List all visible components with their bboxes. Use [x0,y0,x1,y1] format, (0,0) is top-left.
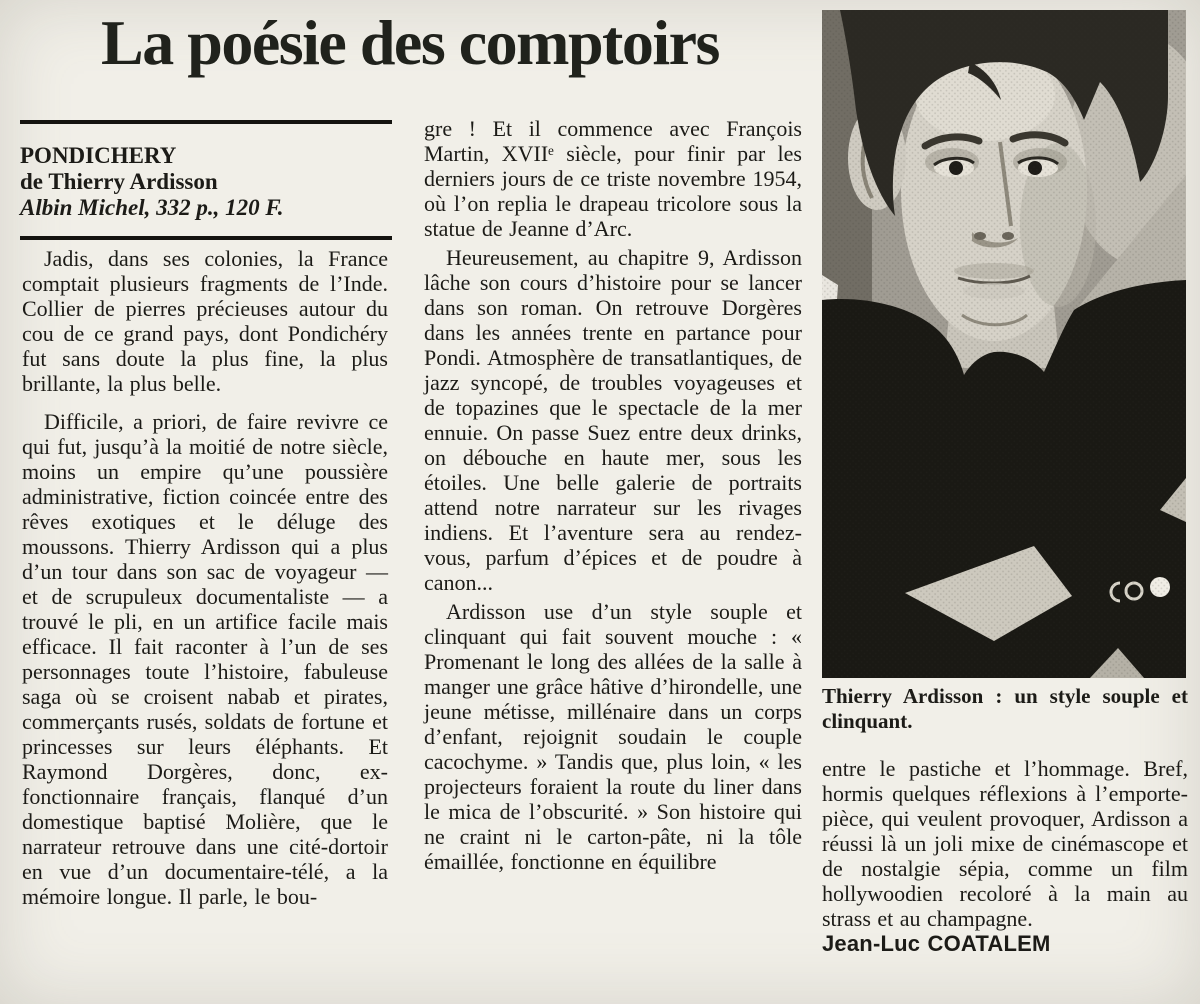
article-headline: La poésie des comptoirs [101,7,719,78]
paragraph: Ardisson use d’un style souple et clinquant qui fait souvent mouche : « Promenant le long des allées de la salle à manger une grâce hâtive d’hirondelle, une jeune métisse, millénaire dans un corps d’enfant, rejoignit soudain le couple cacochyme. » Tandis que, plus loin, « les projecteurs foraient la route du liner dans le mica de l’obscurité. » Son histoire qui ne craint ni le carton-pâte, ni la tôle émaillée, fonctionne en équilibre [424,599,802,874]
paragraph: Jadis, dans ses colonies, la France comptait plusieurs fragments de l’Inde. Collier de pierres précieuses autour du cou de ce grand pays, dont Pondichéry fut sans doute la plus fine, la plus brillante, la plus belle. [22,246,388,396]
paragraph: entre le pastiche et l’hommage. Bref, hormis quelques réflexions à l’emporte-pièce, qui veulent provoquer, Ardisson a réussi là un joli mixe de cinémascope et de nostalgie sépia, comme un film hollywoodien recoloré à la main au strass et au champagne. [822,756,1188,931]
portrait-photo [822,10,1186,678]
book-author: de Thierry Ardisson [20,169,218,194]
book-info-box [20,120,392,240]
portrait-illustration [822,10,1186,678]
book-publisher: Albin Michel, 332 p., 120 F. [20,195,284,220]
paragraph: Difficile, a priori, de faire revivre ce qui fut, jusqu’à la moitié de notre siècle, moins un empire qu’une poussière administrative, fiction coincée entre des rêves exotiques et le déluge des moussons. Thierry Ardisson qui a plus d’un tour dans son sac de voyageur — et de scrupuleux documentaliste — a trouvé le pli, en un artifice facile mais efficace. Il fait raconter à l’un de ses personnages toute l’histoire, fabuleuse saga où se croisent nabab et pirates, commerçants rusés, soldats de fortune et princesses sur leurs éléphants. Et Raymond Dorgères, donc, ex-fonctionnaire français, flanqué d’un domestique baptisé Molière, que le narrateur retrouve dans une cité-dortoir en vue d’un documentaire-télé, a la mémoire longue. Il parle, le bou- [22,409,388,909]
column-1 [22,246,388,909]
paragraph: Heureusement, au chapitre 9, Ardisson lâche son cours d’histoire pour se lancer dans son roman. On retrouve Dorgères dans les années trente en partance pour Pondi. Atmosphère de transatlantiques, de jazz syncopé, de troubles voyageuses et de topazines que le spectacle de la mer ennuie. On passe Suez entre deux drinks, on débouche en haute mer, sous les étoiles. Une belle galerie de portraits attend notre narrateur sur les rivages indiens. Et l’aventure sera au rendez-vous, parfum d’épices et de poudre à canon... [424,245,802,595]
photo-caption: Thierry Ardisson : un style souple et clinquant. [822,684,1188,733]
column-2 [424,116,802,874]
book-title: PONDICHERY [20,143,177,168]
byline: Jean-Luc COATALEM [822,931,1051,956]
column-3 [822,756,1188,956]
paragraph: gre ! Et il commence avec François Martin, XVIIᵉ siècle, pour finir par les derniers jours de ce triste novembre 1954, où l’on replia le drapeau tricolore sous la statue de Jeanne d’Arc. [424,116,802,241]
